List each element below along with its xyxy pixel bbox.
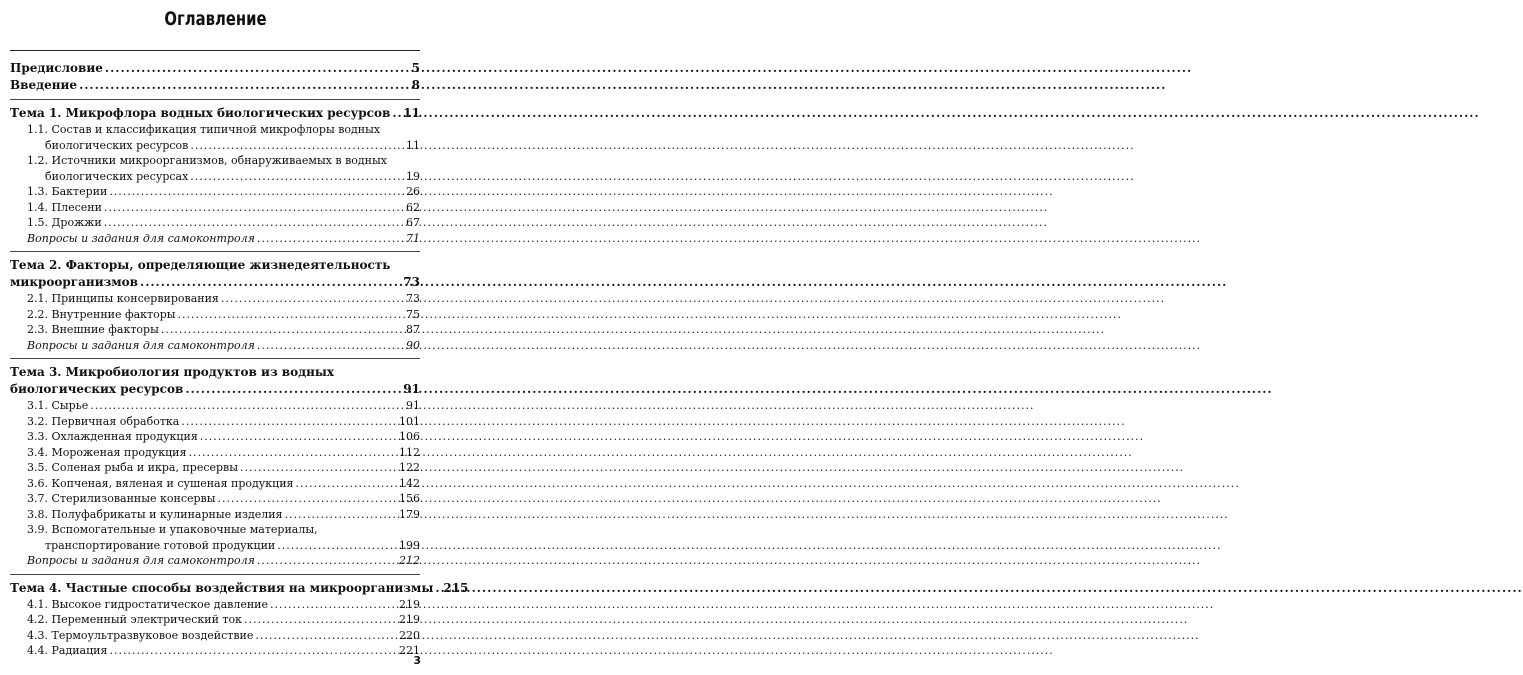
toc-entry-subsection[interactable] — [10, 429, 420, 445]
toc-entry-label: Предисловие — [10, 61, 103, 75]
leader-dots — [79, 77, 410, 94]
toc-entry-page: 19 — [406, 169, 420, 183]
leader-dots — [244, 612, 397, 628]
leader-dots — [161, 322, 404, 338]
page-number: 3 — [413, 654, 421, 667]
toc-entry-subsection[interactable] — [10, 628, 420, 644]
toc-entry-label-cont — [27, 538, 420, 554]
toc-entry-subsection[interactable] — [10, 291, 420, 307]
toc-entry-page: 62 — [406, 200, 420, 214]
toc-entry-label: 2.2. Внутренние факторы — [27, 307, 176, 321]
leader-dots — [255, 628, 397, 644]
topic-section — [10, 257, 420, 359]
toc-entry-page: 220 — [399, 628, 420, 642]
toc-entry-label-line: микроорганизмов — [10, 275, 139, 289]
leader-dots — [104, 200, 404, 216]
toc-entry-subsection[interactable] — [10, 491, 420, 507]
toc-entry-page: 212 — [399, 554, 420, 567]
toc-entry-label: Вопросы и задания для самоконтроля — [27, 338, 255, 352]
toc-entry-page: 90 — [406, 338, 420, 352]
leader-dots — [200, 429, 397, 445]
toc-entry-label: 3.6. Копченая, вяленая и сушеная продукция — [27, 476, 294, 490]
toc-entry-label-cont — [27, 169, 420, 185]
leader-dots — [392, 105, 401, 122]
page-title: Оглавление — [164, 8, 267, 30]
toc-entry-label-line: Тема 2. Факторы, определяющие жизнедеятельность — [10, 258, 391, 272]
toc-entry-label-line: 3.9. Вспомогательные и упаковочные материалы, — [27, 523, 318, 536]
topic-section — [10, 364, 420, 575]
leader-dots — [109, 184, 404, 200]
leader-dots — [296, 476, 398, 492]
toc-entry-label: Тема 1. Микрофлора водных биологических ресурсов — [10, 106, 391, 120]
toc-entry-questions[interactable] — [10, 231, 420, 247]
toc-entry-subsection[interactable] — [10, 476, 420, 492]
toc-entry-label-line: биологических ресурсах — [45, 169, 189, 183]
toc-entry-questions[interactable] — [10, 338, 420, 354]
leader-dots — [181, 414, 397, 430]
toc-entry-subsection[interactable] — [10, 122, 420, 153]
toc-entry-label: Вопросы и задания для самоконтроля — [27, 231, 255, 245]
toc-entry-page: 5 — [411, 61, 420, 75]
toc-entry-subsection[interactable] — [10, 643, 420, 659]
toc-entry-label: 1.3. Бактерии — [27, 185, 108, 198]
leader-dots — [185, 381, 401, 398]
leader-dots — [435, 580, 441, 597]
leader-dots — [257, 553, 397, 569]
toc-entry-page: 11 — [406, 138, 420, 152]
toc-entry-subsection[interactable] — [10, 612, 420, 628]
toc-entry-label: 3.3. Охлажденная продукция — [27, 430, 198, 443]
leader-dots — [104, 215, 404, 231]
toc-entry-label-line: Тема 3. Микробиология продуктов из водных — [10, 365, 335, 379]
toc-entry-label: 2.3. Внешние факторы — [27, 323, 159, 336]
toc-entry-subsection[interactable] — [10, 460, 420, 476]
toc-entry-label: Вопросы и задания для самоконтроля — [27, 554, 255, 567]
toc-entry-preface[interactable] — [10, 60, 420, 77]
toc-entry-label: 4.2. Переменный электрический ток — [27, 613, 243, 626]
toc-entry-label-line: 1.2. Источники микроорганизмов, обнаруживаемых в водных — [27, 154, 387, 167]
leader-dots — [188, 445, 397, 461]
toc-entry-subsection[interactable] — [10, 445, 420, 461]
leader-dots — [257, 338, 404, 354]
leader-dots — [105, 60, 410, 77]
toc-entry-label-cont — [10, 274, 420, 291]
front-matter-section — [10, 60, 420, 100]
toc-entry-page: 199 — [399, 538, 420, 552]
toc-entry-topic-2[interactable] — [10, 257, 420, 291]
leader-dots — [270, 597, 397, 613]
leader-dots — [90, 398, 404, 414]
toc-entry-label: 2.1. Принципы консервирования — [27, 292, 219, 305]
toc-entry-page: 8 — [411, 78, 420, 92]
toc-entry-label: 1.4. Плесени — [27, 200, 102, 214]
toc-entry-subsection[interactable] — [10, 153, 420, 184]
toc-entry-page: 91 — [403, 382, 420, 396]
toc-entry-intro[interactable] — [10, 77, 420, 94]
toc-entry-subsection[interactable] — [10, 215, 420, 231]
toc-entry-page: 221 — [399, 644, 420, 657]
leader-dots — [285, 507, 398, 523]
toc-entry-page: 219 — [399, 597, 420, 611]
toc-entry-page: 11 — [403, 106, 420, 120]
toc-entry-label: 3.2. Первичная обработка — [27, 414, 180, 428]
toc-entry-label: 1.5. Дрожжи — [27, 216, 102, 229]
leader-dots — [190, 169, 404, 185]
toc-entry-page: 112 — [399, 445, 420, 459]
toc-entry-page: 67 — [406, 216, 420, 229]
topic-section — [10, 580, 469, 664]
toc-entry-page: 106 — [399, 430, 420, 443]
topic-section — [10, 105, 420, 252]
toc-entry-subsection[interactable] — [10, 307, 420, 323]
toc-entry-label-cont — [10, 381, 420, 398]
toc-entry-page: 219 — [399, 613, 420, 626]
toc-entry-questions[interactable] — [10, 553, 420, 569]
toc-entry-page: 215 — [443, 580, 469, 595]
top-rule — [10, 50, 420, 51]
toc-entry-page: 75 — [406, 307, 420, 321]
toc-entry-subsection[interactable] — [10, 322, 420, 338]
leader-dots — [257, 231, 404, 247]
toc-entry-label: Введение — [10, 78, 78, 92]
toc-entry-subsection[interactable] — [10, 522, 420, 553]
toc-entry-subsection[interactable] — [10, 200, 420, 216]
leader-dots — [178, 307, 404, 323]
toc-entry-topic-3[interactable] — [10, 364, 420, 398]
toc-entry-page: 142 — [399, 476, 420, 490]
toc-entry-topic-1[interactable] — [10, 105, 420, 122]
toc-entry-label: Тема 4. Частные способы воздействия на микроорганизмы — [10, 580, 434, 595]
toc-entry-page: 87 — [406, 323, 420, 336]
toc-entry-subsection[interactable] — [10, 597, 420, 613]
toc-entry-topic-4[interactable] — [10, 580, 469, 597]
toc-entry-subsection[interactable] — [10, 398, 420, 414]
toc-entry-subsection[interactable] — [10, 184, 420, 200]
leader-dots — [277, 538, 397, 554]
leader-dots — [217, 491, 397, 507]
toc-entry-label-line: биологических ресурсов — [45, 138, 189, 152]
toc-entry-label-line: транспортирование готовой продукции — [45, 538, 276, 552]
toc-entry-page: 156 — [399, 492, 420, 505]
toc-entry-page: 91 — [406, 399, 420, 412]
table-of-contents — [10, 60, 469, 669]
leader-dots — [240, 460, 397, 476]
leader-dots — [109, 643, 397, 659]
toc-entry-label: 3.7. Стерилизованные консервы — [27, 492, 216, 505]
toc-entry-page: 71 — [406, 231, 420, 245]
toc-entry-label: 4.1. Высокое гидростатическое давление — [27, 597, 269, 611]
toc-entry-subsection[interactable] — [10, 414, 420, 430]
toc-entry-page: 26 — [406, 185, 420, 198]
toc-entry-label-line: 1.1. Состав и классификация типичной микрофлоры водных — [27, 123, 381, 136]
toc-entry-label: 4.4. Радиация — [27, 644, 108, 657]
leader-dots — [221, 291, 404, 307]
toc-entry-page: 73 — [406, 292, 420, 305]
toc-entry-label: 4.3. Термоультразвуковое воздействие — [27, 628, 254, 642]
toc-entry-label: 3.8. Полуфабрикаты и кулинарные изделия — [27, 507, 283, 521]
toc-entry-page: 122 — [399, 461, 420, 474]
toc-entry-label-line: биологических ресурсов — [10, 382, 184, 396]
toc-entry-label: 3.5. Соленая рыба и икра, пресервы — [27, 461, 238, 474]
toc-entry-page: 73 — [403, 275, 420, 289]
toc-entry-page: 101 — [399, 414, 420, 428]
toc-entry-page: 179 — [399, 507, 420, 521]
toc-entry-subsection[interactable] — [10, 507, 420, 523]
leader-dots — [140, 274, 401, 291]
toc-entry-label-cont — [27, 138, 420, 154]
toc-entry-label: 3.1. Сырье — [27, 399, 89, 412]
leader-dots — [190, 138, 404, 154]
toc-entry-label: 3.4. Мороженая продукция — [27, 445, 187, 459]
